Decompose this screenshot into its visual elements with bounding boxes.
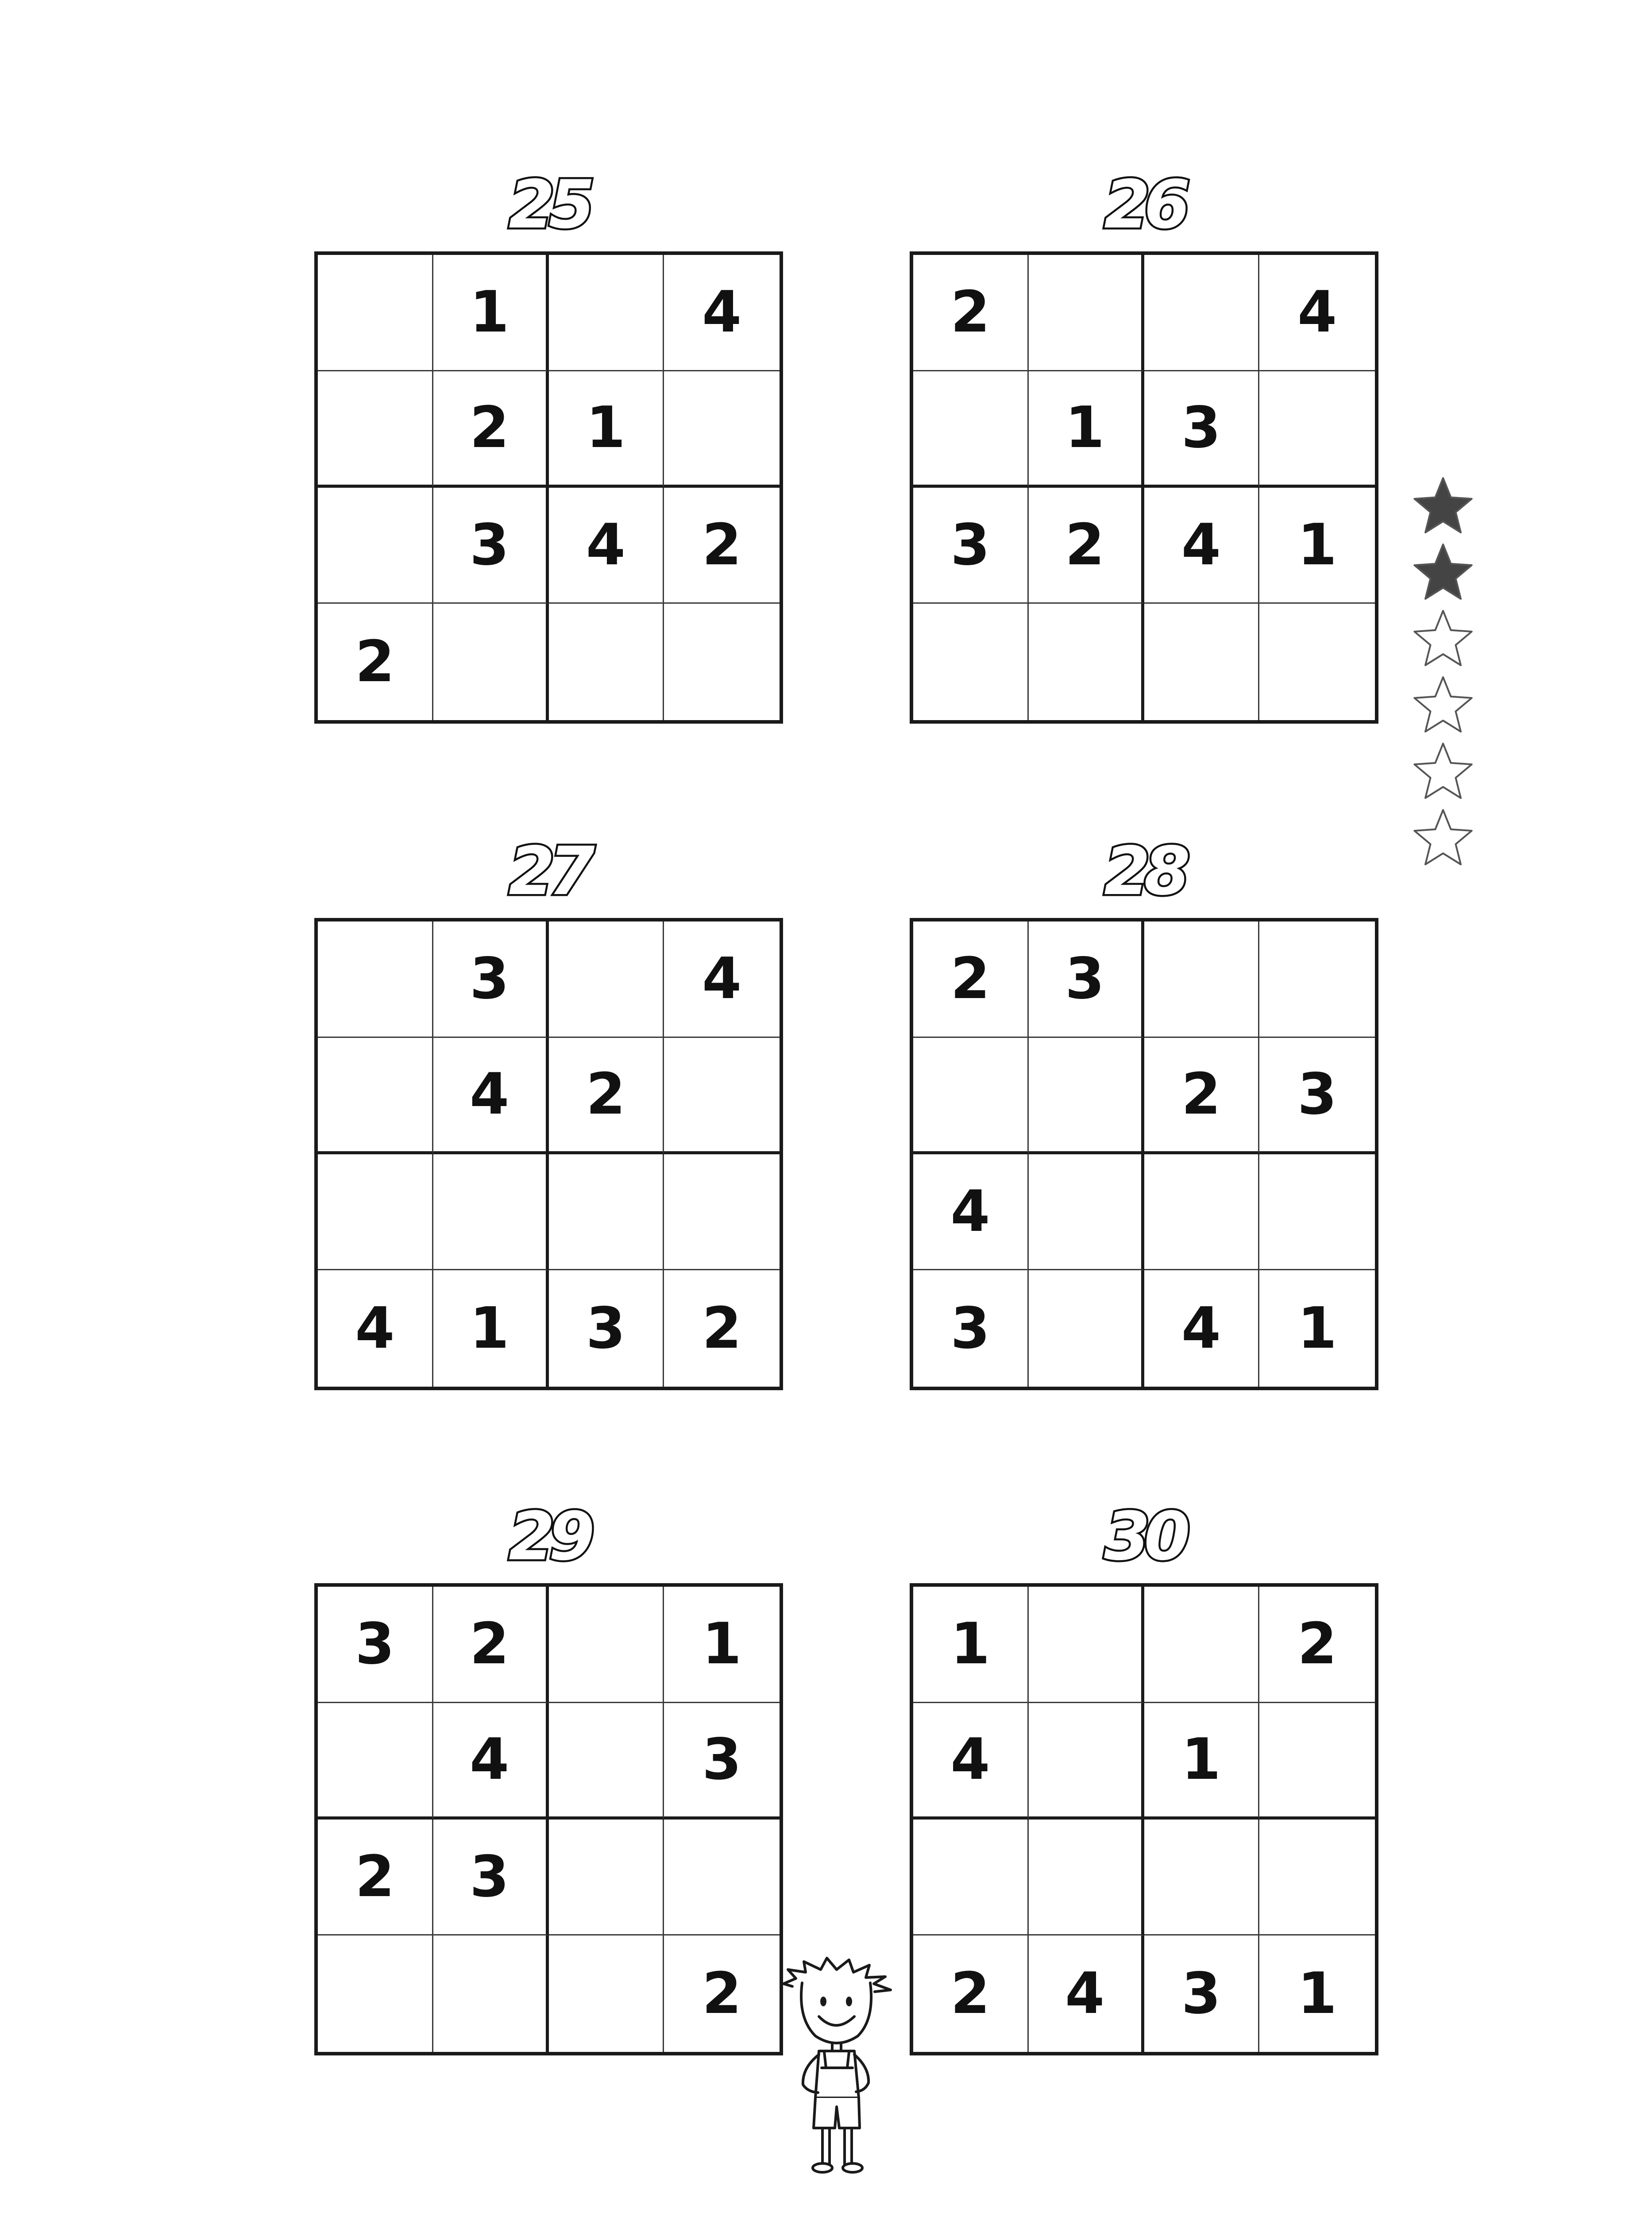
sudoku-cell[interactable]: 2 [913, 921, 1029, 1038]
sudoku-cell[interactable] [549, 921, 664, 1038]
sudoku-cell[interactable]: 2 [664, 488, 780, 604]
sudoku-cell[interactable] [1259, 1820, 1375, 1936]
sudoku-cell[interactable] [549, 1703, 664, 1820]
sudoku-cell[interactable] [913, 1038, 1029, 1154]
sudoku-cell[interactable] [433, 604, 549, 720]
sudoku-cell[interactable] [1259, 1154, 1375, 1271]
sudoku-cell[interactable]: 4 [664, 255, 780, 371]
sudoku-cell[interactable] [433, 1935, 549, 2052]
sudoku-grid [910, 918, 1378, 1390]
sudoku-cell[interactable] [1029, 1270, 1144, 1387]
sudoku-cell[interactable]: 2 [1144, 1038, 1260, 1154]
sudoku-cell[interactable] [549, 1154, 664, 1271]
sudoku-cell[interactable]: 1 [1297, 1961, 1337, 2027]
sudoku-cell[interactable]: 2 [318, 1820, 433, 1936]
sudoku-grid [314, 1583, 783, 2055]
puzzle-number: 25 [509, 166, 589, 243]
sudoku-cell[interactable] [664, 1820, 780, 1936]
sudoku-cell[interactable] [318, 488, 433, 604]
sudoku-grid [910, 251, 1378, 724]
sudoku-cell[interactable]: 2 [318, 604, 433, 720]
star-icon [1410, 605, 1476, 672]
sudoku-cell[interactable] [913, 371, 1029, 488]
sudoku-cell[interactable] [1029, 255, 1144, 371]
sudoku-cell[interactable] [1259, 1703, 1375, 1820]
star-icon [1410, 805, 1476, 871]
sudoku-cell[interactable] [318, 1703, 433, 1820]
sudoku-cell[interactable] [1029, 1038, 1144, 1154]
sudoku-cell[interactable] [1029, 1820, 1144, 1936]
sudoku-cell[interactable]: 3 [433, 1820, 549, 1936]
sudoku-cell[interactable] [1029, 1154, 1144, 1271]
sudoku-cell[interactable] [1144, 921, 1260, 1038]
sudoku-cell[interactable] [549, 1820, 664, 1936]
sudoku-cell[interactable] [1029, 1703, 1144, 1820]
sudoku-cell[interactable]: 1 [913, 1587, 1029, 1703]
sudoku-cell[interactable]: 3 [1144, 371, 1260, 488]
sudoku-cell[interactable]: 1 [1029, 371, 1144, 488]
sudoku-cell[interactable]: 4 [318, 1270, 433, 1387]
sudoku-cell[interactable]: 4 [1144, 488, 1260, 604]
sudoku-cell[interactable]: 1 [1297, 1295, 1337, 1362]
sudoku-cell[interactable] [433, 1154, 549, 1271]
sudoku-cell[interactable] [318, 921, 433, 1038]
puzzle-number: 26 [1104, 166, 1184, 243]
cartoon-boy-icon [775, 1952, 916, 2191]
sudoku-cell[interactable] [1259, 371, 1375, 488]
puzzle-number: 28 [1104, 833, 1184, 910]
sudoku-cell[interactable]: 1 [664, 1587, 780, 1703]
star-icon [1410, 473, 1476, 539]
sudoku-cell[interactable] [318, 1038, 433, 1154]
sudoku-cell[interactable]: 2 [433, 1587, 549, 1703]
sudoku-cell[interactable] [549, 604, 664, 720]
sudoku-cell[interactable] [1259, 604, 1375, 720]
puzzle-number: 27 [509, 833, 589, 910]
sudoku-cell[interactable]: 1 [1144, 1703, 1260, 1820]
sudoku-cell[interactable] [1144, 604, 1260, 720]
sudoku-cell[interactable] [913, 604, 1029, 720]
sudoku-cell[interactable]: 4 [1029, 1935, 1144, 2052]
sudoku-cell[interactable]: 4 [433, 1038, 549, 1154]
sudoku-cell[interactable]: 3 [1029, 921, 1144, 1038]
sudoku-cell[interactable]: 4 [549, 488, 664, 604]
sudoku-cell[interactable]: 2 [913, 1935, 1029, 2052]
puzzle-number: 30 [1104, 1498, 1184, 1575]
sudoku-cell[interactable]: 3 [1144, 1935, 1260, 2052]
sudoku-cell[interactable]: 4 [913, 1154, 1029, 1271]
puzzle-number: 29 [509, 1498, 589, 1575]
sudoku-cell[interactable] [1029, 604, 1144, 720]
sudoku-cell[interactable]: 3 [433, 488, 549, 604]
sudoku-cell[interactable] [1029, 1587, 1144, 1703]
sudoku-cell[interactable] [664, 1038, 780, 1154]
star-icon [1410, 738, 1476, 805]
sudoku-cell[interactable] [318, 1154, 433, 1271]
sudoku-cell[interactable] [664, 1154, 780, 1271]
sudoku-cell[interactable]: 4 [913, 1703, 1029, 1820]
sudoku-cell[interactable]: 3 [913, 488, 1029, 604]
sudoku-cell[interactable] [913, 1820, 1029, 1936]
sudoku-cell[interactable]: 3 [913, 1270, 1029, 1387]
sudoku-cell[interactable]: 2 [549, 1038, 664, 1154]
sudoku-cell[interactable]: 3 [549, 1270, 664, 1387]
sudoku-cell[interactable]: 4 [433, 1703, 549, 1820]
sudoku-cell[interactable]: 3 [664, 1703, 780, 1820]
sudoku-grid [910, 1583, 1378, 2055]
sudoku-cell[interactable]: 2 [1029, 488, 1144, 604]
sudoku-cell[interactable]: 1 [549, 371, 664, 488]
sudoku-cell[interactable] [1144, 1820, 1260, 1936]
sudoku-cell[interactable]: 3 [433, 921, 549, 1038]
sudoku-cell[interactable]: 4 [1144, 1270, 1260, 1387]
sudoku-cell[interactable]: 2 [1259, 1587, 1375, 1703]
sudoku-cell[interactable]: 1 [1259, 488, 1375, 604]
sudoku-cell[interactable] [318, 371, 433, 488]
sudoku-cell[interactable] [1144, 255, 1260, 371]
sudoku-cell[interactable] [1259, 921, 1375, 1038]
sudoku-cell[interactable] [549, 1587, 664, 1703]
sudoku-cell[interactable]: 2 [433, 371, 549, 488]
sudoku-cell[interactable]: 2 [702, 1961, 742, 2027]
sudoku-cell[interactable] [664, 371, 780, 488]
sudoku-cell[interactable] [318, 255, 433, 371]
sudoku-cell[interactable]: 4 [664, 921, 780, 1038]
sudoku-cell[interactable]: 3 [318, 1587, 433, 1703]
sudoku-cell[interactable] [549, 255, 664, 371]
sudoku-cell[interactable]: 2 [702, 1295, 742, 1362]
sudoku-cell[interactable]: 3 [1259, 1038, 1375, 1154]
sudoku-grid [314, 251, 783, 724]
sudoku-cell[interactable] [1144, 1587, 1260, 1703]
sudoku-cell[interactable]: 2 [913, 255, 1029, 371]
sudoku-cell[interactable]: 1 [433, 1270, 549, 1387]
sudoku-cell[interactable] [664, 604, 780, 720]
star-icon [1410, 672, 1476, 738]
sudoku-cell[interactable] [549, 1935, 664, 2052]
sudoku-grid [314, 918, 783, 1390]
sudoku-cell[interactable] [318, 1935, 433, 2052]
sudoku-cell[interactable]: 1 [433, 255, 549, 371]
sudoku-cell[interactable] [1144, 1154, 1260, 1271]
difficulty-rating [1410, 473, 1481, 871]
star-icon [1410, 539, 1476, 605]
sudoku-cell[interactable]: 4 [1259, 255, 1375, 371]
